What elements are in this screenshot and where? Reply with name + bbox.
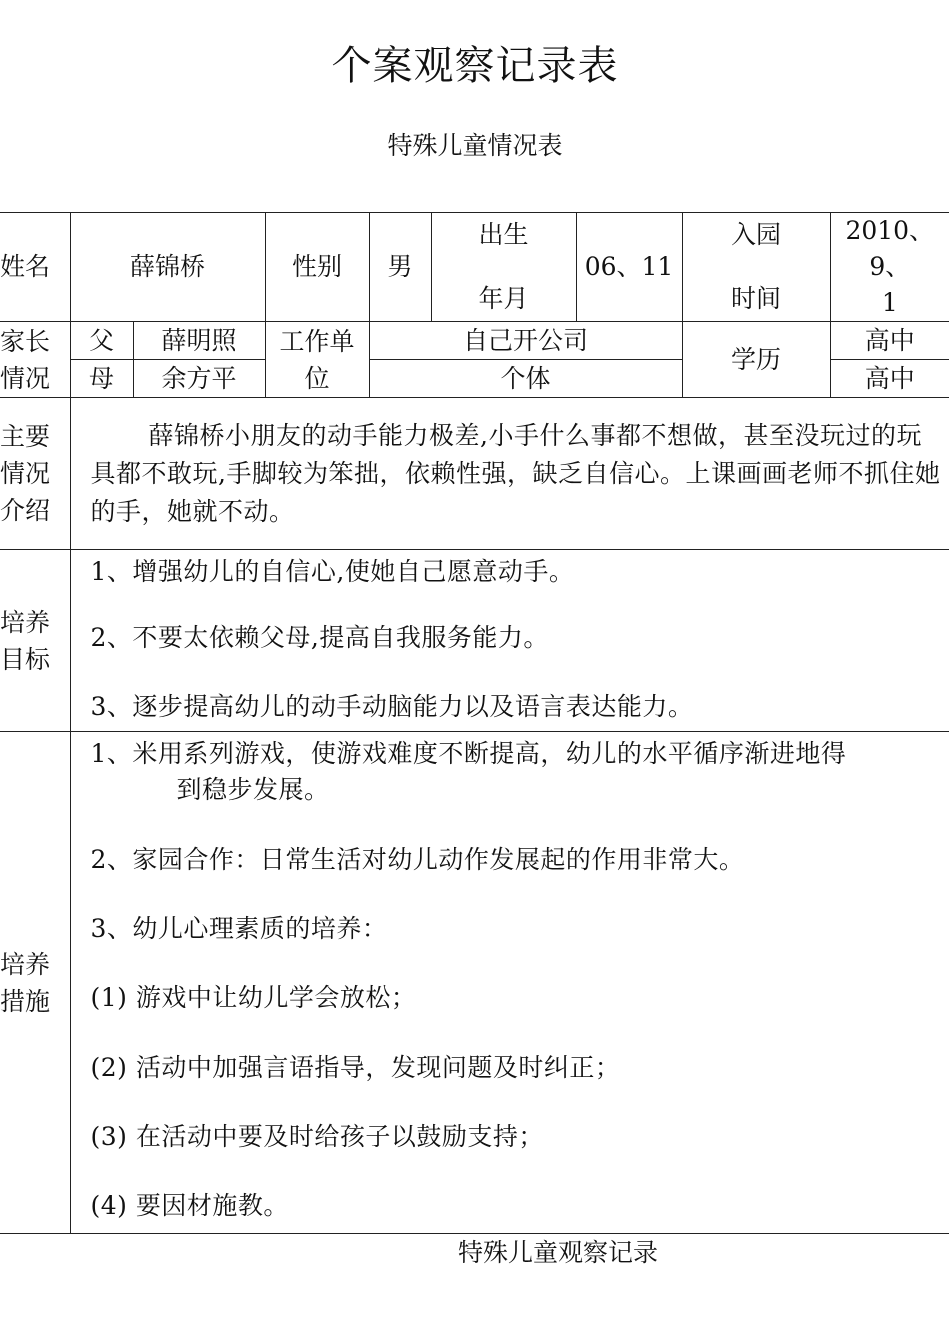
name-value: 薛锦桥 [70, 213, 265, 322]
record-table [0, 212, 949, 1234]
intro-label [0, 398, 70, 550]
birth-value: 06、11 [576, 213, 682, 322]
mother-work: 个体 [369, 360, 682, 398]
intro-text: 薛锦桥小朋友的动手能力极差,小手什么事都不想做，甚至没玩过的玩具都不敢玩,手脚较为笨拙，依赖性强，缺乏自信心。上课画画老师不抓住她的手，她就不动。 [70, 398, 949, 550]
name-label: 姓名 [0, 213, 70, 322]
goal-item: 1、增强幼儿的自信心,使她自己愿意动手。 [90, 557, 575, 586]
goals-label [0, 550, 70, 732]
measure-sub-1: (1) 游戏中让幼儿学会放松； [90, 983, 417, 1012]
enroll-value [830, 213, 949, 322]
goals-list [70, 550, 949, 732]
work-unit-label [265, 322, 369, 398]
measures-row [0, 732, 949, 1234]
enroll-label-line2: 时间 [731, 284, 782, 313]
father-education: 高中 [830, 322, 949, 360]
father-relation: 父 [70, 322, 133, 360]
gender-label: 性别 [265, 213, 369, 322]
birth-label [431, 213, 576, 322]
work-unit-label-line2: 位 [304, 363, 330, 393]
education-label: 学历 [682, 322, 830, 398]
measure-sub-4: (4) 要因材施教。 [90, 1191, 289, 1220]
birth-label-line1: 出生 [478, 220, 529, 249]
measures-label-line1: 培养 [0, 949, 51, 979]
goals-label-line1: 培养 [0, 607, 51, 637]
goals-row [0, 550, 949, 732]
measure-sub-3: (3) 在活动中要及时给孩子以鼓励支持； [90, 1122, 544, 1151]
intro-row [0, 398, 949, 550]
parents-label-line2: 情况 [0, 363, 51, 393]
father-work: 自己开公司 [369, 322, 682, 360]
measures-label-line2: 措施 [0, 986, 51, 1016]
document-title: 个案观察记录表 [331, 43, 619, 89]
goal-item: 3、逐步提高幼儿的动手动脑能力以及语言表达能力。 [90, 692, 694, 721]
gender-value: 男 [369, 213, 431, 322]
intro-label-line1: 主要 [0, 422, 51, 451]
measures-list [70, 732, 949, 1234]
footer-heading: 特殊儿童观察记录 [458, 1238, 659, 1267]
parents-label [0, 322, 70, 398]
document-subtitle: 特殊儿童情况表 [387, 131, 563, 160]
measure-sub-2: (2) 活动中加强言语指导，发现问题及时纠正； [90, 1053, 621, 1082]
mother-name: 余方平 [133, 360, 265, 398]
enroll-value-line3: 1 [881, 288, 898, 317]
basic-info-row [0, 213, 949, 322]
work-unit-label-line1: 工作单 [279, 326, 355, 356]
mother-relation: 母 [70, 360, 133, 398]
intro-label-line2: 情况 [0, 459, 51, 488]
mother-education: 高中 [830, 360, 949, 398]
father-name: 薛明照 [133, 322, 265, 360]
parents-label-line1: 家长 [0, 326, 51, 356]
measure-item-1-line1: 1、米用系列游戏，使游戏难度不断提高，幼儿的水平循序渐进地得 [90, 739, 847, 768]
measure-item-3: 3、幼儿心理素质的培养： [90, 914, 388, 943]
enroll-label-line1: 入园 [731, 220, 782, 249]
enroll-label [682, 213, 830, 322]
goal-item: 2、不要太依赖父母,提高自我服务能力。 [90, 623, 549, 652]
goals-label-line2: 目标 [0, 644, 51, 674]
intro-label-line3: 介绍 [0, 496, 51, 525]
birth-label-line2: 年月 [478, 284, 529, 313]
parent-row-father [0, 322, 949, 360]
measures-label [0, 732, 70, 1234]
enroll-value-line1: 2010、 [845, 216, 935, 245]
measure-item-2: 2、家园合作：日常生活对幼儿动作发展起的作用非常大。 [90, 845, 745, 874]
enroll-value-line2: 9、 [869, 252, 911, 281]
measure-item-1-line2: 到稳步发展。 [176, 775, 330, 804]
